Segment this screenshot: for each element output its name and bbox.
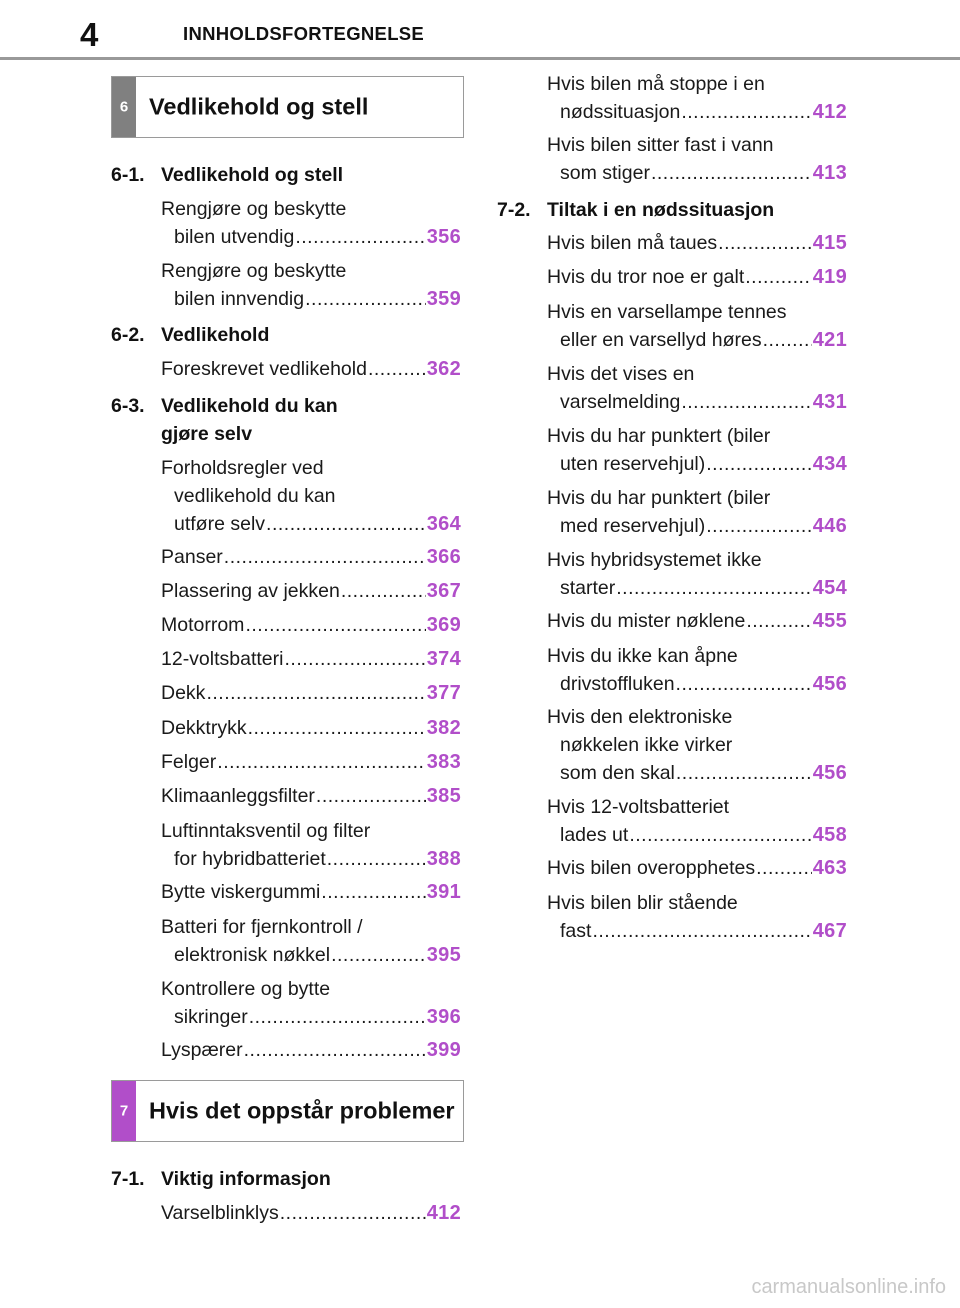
page-link: 413 bbox=[812, 162, 847, 184]
toc-entry[interactable]: Kontrollere og bytte sikringer ..... 396 bbox=[161, 975, 461, 1031]
toc-entry[interactable]: Luftinntaksventil og filter for hybridbatteriet ..... 388 bbox=[161, 817, 461, 873]
toc-entry[interactable]: Hvis du tror noe er galt ..... 419 bbox=[547, 263, 847, 291]
page-link: 385 bbox=[426, 785, 461, 807]
toc-entry[interactable]: Hvis bilen blir stående fast ..... 467 bbox=[547, 889, 847, 945]
toc-entry[interactable]: Hvis hybridsystemet ikke starter ..... 454 bbox=[547, 546, 847, 602]
page-link: 356 bbox=[426, 226, 461, 248]
page-link: 367 bbox=[426, 580, 461, 602]
section-number-tab: 6 bbox=[112, 77, 136, 137]
page-link: 377 bbox=[426, 682, 461, 704]
page-link: 458 bbox=[812, 824, 847, 846]
page-link: 412 bbox=[812, 101, 847, 123]
toc-entry[interactable]: Plassering av jekken ..... 367 bbox=[161, 577, 461, 605]
toc-entry[interactable]: Hvis du mister nøklene ..... 455 bbox=[547, 607, 847, 635]
page-link: 364 bbox=[426, 513, 461, 535]
toc-entry[interactable]: Dekktrykk ..... 382 bbox=[161, 714, 461, 742]
page-link: 415 bbox=[812, 232, 847, 254]
page-link: 366 bbox=[426, 546, 461, 568]
toc-entry[interactable]: Hvis en varsellampe tennes eller en varsellyd høres ..... 421 bbox=[547, 298, 847, 354]
page-link: 391 bbox=[426, 881, 461, 903]
page-link: 446 bbox=[812, 515, 847, 537]
toc-entry[interactable]: Hvis du har punktert (biler med reservehjul) ..... 446 bbox=[547, 484, 847, 540]
section-header-7 bbox=[111, 1080, 464, 1142]
toc-entry[interactable]: Hvis du ikke kan åpne drivstoffluken ..... 456 bbox=[547, 642, 847, 698]
page-link: 419 bbox=[812, 266, 847, 288]
toc-entry[interactable]: Hvis 12-voltsbatteriet lades ut ..... 458 bbox=[547, 793, 847, 849]
toc-entry[interactable]: Dekk ..... 377 bbox=[161, 679, 461, 707]
toc-entry[interactable]: Felger ..... 383 bbox=[161, 748, 461, 776]
page-link: 467 bbox=[812, 920, 847, 942]
page-link: 388 bbox=[426, 848, 461, 870]
toc-entry[interactable]: Hvis bilen må stoppe i en nødssituasjon ..... 412 bbox=[547, 70, 847, 126]
toc-entry[interactable]: Motorrom ..... 369 bbox=[161, 611, 461, 639]
toc-entry[interactable]: Bytte viskergummi ..... 391 bbox=[161, 878, 461, 906]
section-title: Vedlikehold og stell bbox=[149, 93, 369, 120]
toc-entry[interactable]: Foreskrevet vedlikehold ..... 362 bbox=[161, 355, 461, 383]
page-link: 463 bbox=[812, 857, 847, 879]
toc-entry[interactable]: Hvis det vises en varselmelding ..... 431 bbox=[547, 360, 847, 416]
toc-entry[interactable]: Panser ..... 366 bbox=[161, 543, 461, 571]
section-header-6 bbox=[111, 76, 464, 138]
page-link: 359 bbox=[426, 288, 461, 310]
watermark-text: carmanualsonline.info bbox=[751, 1276, 946, 1298]
page-header bbox=[0, 0, 960, 62]
toc-entry[interactable]: Hvis bilen sitter fast i vann som stiger ..... 413 bbox=[547, 131, 847, 187]
page-link: 396 bbox=[426, 1006, 461, 1028]
page-link: 456 bbox=[812, 762, 847, 784]
page-number: 4 bbox=[80, 16, 99, 53]
toc-entry[interactable]: Rengjøre og beskytte bilen innvendig ..... 359 bbox=[161, 257, 461, 313]
toc-entry[interactable]: Varselblinklys ..... 412 bbox=[161, 1199, 461, 1227]
page-link: 412 bbox=[426, 1202, 461, 1224]
page-link: 454 bbox=[812, 577, 847, 599]
page-link: 456 bbox=[812, 673, 847, 695]
header-title: INNHOLDSFORTEGNELSE bbox=[183, 23, 425, 44]
page-link: 431 bbox=[812, 391, 847, 413]
toc-entry[interactable]: Hvis den elektroniske nøkkelen ikke virker som den skal ..... 456 bbox=[547, 703, 847, 787]
page-link: 374 bbox=[426, 648, 461, 670]
page-link: 421 bbox=[812, 329, 847, 351]
header-divider bbox=[0, 57, 960, 60]
toc-entry[interactable]: Batteri for fjernkontroll / elektronisk nøkkel ..... 395 bbox=[161, 913, 461, 969]
page-link: 362 bbox=[426, 358, 461, 380]
page-link: 369 bbox=[426, 614, 461, 636]
toc-entry[interactable]: Forholdsregler ved vedlikehold du kan utføre selv ..... 364 bbox=[161, 454, 461, 538]
section-number-tab: 7 bbox=[112, 1081, 136, 1141]
toc-entry[interactable]: Rengjøre og beskytte bilen utvendig ..... 356 bbox=[161, 195, 461, 251]
page-link: 455 bbox=[812, 610, 847, 632]
toc-entry[interactable]: Hvis bilen overopphetes ..... 463 bbox=[547, 854, 847, 882]
toc-entry[interactable]: Hvis du har punktert (biler uten reservehjul) ..... 434 bbox=[547, 422, 847, 478]
toc-entry[interactable]: Hvis bilen må taues ..... 415 bbox=[547, 229, 847, 257]
page-link: 399 bbox=[426, 1039, 461, 1061]
toc-entry[interactable]: 12-voltsbatteri ..... 374 bbox=[161, 645, 461, 673]
toc-entry[interactable]: Lyspærer ..... 399 bbox=[161, 1036, 461, 1064]
page-link: 434 bbox=[812, 453, 847, 475]
page-link: 395 bbox=[426, 944, 461, 966]
page-link: 383 bbox=[426, 751, 461, 773]
toc-entry[interactable]: Klimaanleggsfilter ..... 385 bbox=[161, 782, 461, 810]
page-link: 382 bbox=[426, 717, 461, 739]
section-title: Hvis det oppstår problemer bbox=[149, 1097, 455, 1124]
